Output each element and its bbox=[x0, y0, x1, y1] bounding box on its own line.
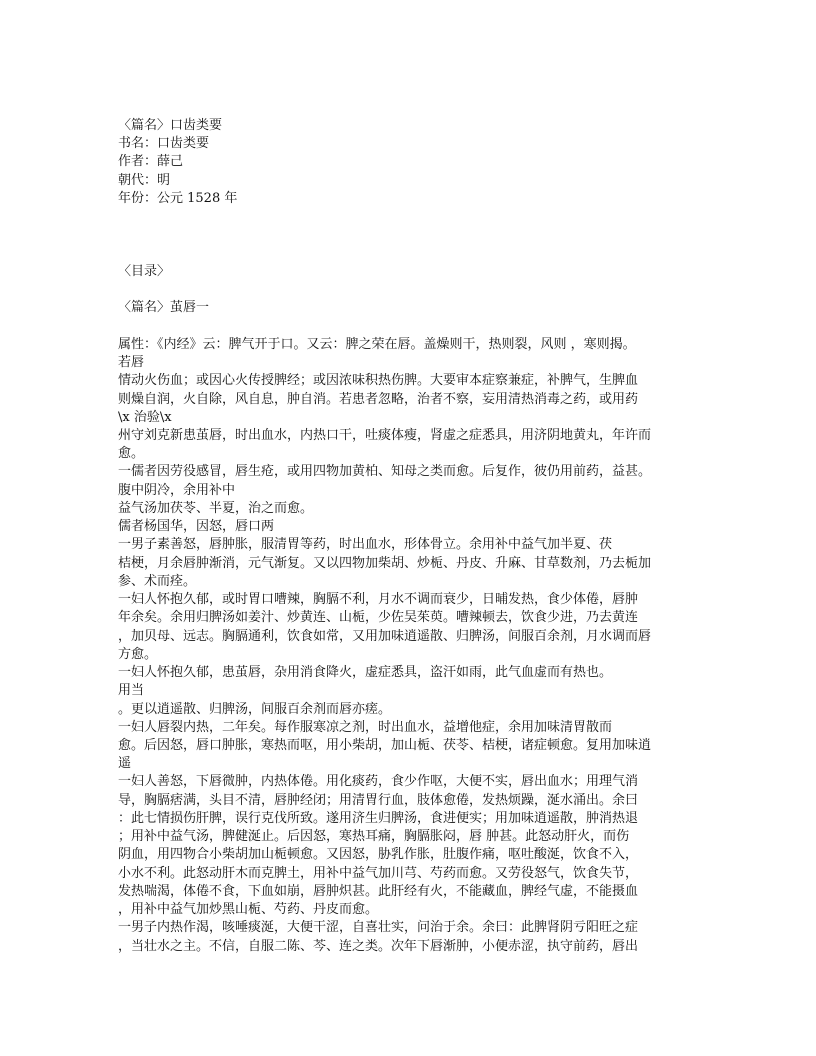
text-line: 〈篇名〉茧唇一 bbox=[118, 300, 210, 316]
text-line: 属性：《内经》云：脾气开于口。又云：脾之荣在唇。盖燥则干，热则裂，风则 ，寒则揭。 bbox=[118, 336, 636, 352]
text-line: 阴血，用四物合小柴胡加山栀顿愈。又因怒，胁乳作胀，肚腹作痛，呕吐酸涎，饮食不入， bbox=[118, 847, 639, 863]
text-line: ，用补中益气加炒黑山栀、芍药、丹皮而愈。 bbox=[118, 902, 379, 918]
text-line: 〈篇名〉口齿类要 bbox=[118, 118, 223, 133]
text-line: 小水不利。此怒动肝木而克脾土，用补中益气加川芎、芍药而愈。又劳役怒气，饮食失节， bbox=[118, 865, 639, 881]
blank-line bbox=[118, 318, 698, 336]
text-line: 愈。 bbox=[118, 446, 145, 462]
text-line: 遥 bbox=[118, 756, 132, 772]
text-line: ；用补中益气汤，脾健涎止。后因怒，寒热耳痛，胸膈胀闷，唇 肿甚。此怒动肝火，而伤 bbox=[118, 829, 630, 845]
blank-line bbox=[118, 245, 698, 263]
text-line: 朝代：明 bbox=[118, 172, 171, 188]
text-line: 一儒者因劳役感冒，唇生疮，或用四物加黄柏、知母之类而愈。后复作，彼仍用前药，益甚。 bbox=[118, 464, 652, 480]
text-line: \x 治验\x bbox=[118, 409, 172, 425]
text-line: 一妇人怀抱久郁，患茧唇，杂用消食降火，虚症悉具，盗汗如雨，此气血虚而有热也。 bbox=[118, 665, 613, 681]
text-line: 作者：薛己 bbox=[118, 154, 184, 170]
blank-line bbox=[118, 226, 698, 244]
text-line: 发热喘渴，体倦不食，下血如崩，唇肿炽甚。此肝经有火，不能藏血，脾经气虚，不能摄血 bbox=[118, 883, 639, 899]
text-line: 参、术而痊。 bbox=[118, 573, 197, 589]
text-line: 一妇人善怒，下唇微肿，内热体倦。用化痰药，食少作呕，大便不实，唇出血水；用理气消 bbox=[118, 774, 639, 790]
blank-line bbox=[118, 208, 698, 226]
text-line: ，加贝母、远志。胸膈通利，饮食如常，又用加味逍遥散、归脾汤，间服百余剂，月水调而唇 bbox=[118, 628, 652, 644]
text-line: 年余矣。余用归脾汤如姜汁、炒黄连、山栀，少佐吴茱萸。嘈辣顿去，饮食少进，乃去黄连 bbox=[118, 610, 639, 626]
text-line: 。更以逍遥散、归脾汤，间服百余剂而唇亦瘥。 bbox=[118, 701, 392, 717]
text-line: 桔梗，月余唇肿渐消，元气渐复。又以四物加柴胡、炒栀、丹皮、升麻、甘草数剂，乃去栀加 bbox=[118, 555, 652, 571]
text-line: 儒者杨国华，因怒，唇口两 bbox=[118, 519, 275, 535]
text-line: 一妇人怀抱久郁，或时胃口嘈辣，胸膈不利，月水不调而衰少，日晡发热，食少体倦，唇肿 bbox=[118, 592, 639, 608]
text-line: 则燥自润，火自除，风自息，肿自消。若患者忽略，治者不察，妄用清热消毒之药，或用药 bbox=[118, 391, 639, 407]
blank-line bbox=[118, 281, 698, 299]
text-line: 方愈。 bbox=[118, 646, 158, 662]
text-line: 年份：公元 1528 年 bbox=[118, 190, 238, 206]
text-line: 州守刘克新患茧唇，时出血水，内热口干，吐痰体瘦，肾虚之症悉具，用济阴地黄丸，年许而 bbox=[118, 427, 652, 443]
document-body bbox=[118, 117, 698, 956]
text-line: ，当壮水之主。不信，自服二陈、芩、连之类。次年下唇渐肿，小便赤涩，执守前药，唇出 bbox=[118, 938, 639, 954]
text-line: 〈目录〉 bbox=[118, 263, 171, 279]
text-line: 用当 bbox=[118, 683, 145, 699]
text-line: 愈。后因怒，唇口肿胀，寒热而呕，用小柴胡，加山栀、茯苓、桔梗，诸症顿愈。复用加味逍 bbox=[118, 737, 652, 753]
text-line: 情动火伤血；或因心火传授脾经；或因浓味积热伤脾。大要审本症察兼症，补脾气，生脾血 bbox=[118, 373, 639, 389]
text-line: 一男子内热作渴，咳唾痰涎，大便干涩，自喜壮实，问治于余。余曰：此脾肾阴亏阳旺之症 bbox=[118, 920, 639, 936]
text-line: 书名：口齿类要 bbox=[118, 136, 210, 152]
text-line: 若唇 bbox=[118, 355, 145, 371]
text-line: 腹中阴冷，余用补中 bbox=[118, 482, 236, 498]
text-line: 益气汤加茯苓、半夏，治之而愈。 bbox=[118, 500, 314, 516]
text-line: ：此七情损伤肝脾，误行克伐所致。遂用济生归脾汤，食进便实；用加味逍遥散，肿消热退 bbox=[118, 810, 639, 826]
text-line: 一妇人唇裂内热，二年矣。每作服寒凉之剂，时出血水，益增他症，余用加味清胃散而 bbox=[118, 719, 613, 735]
text-line: 一男子素善怒，唇肿胀，服清胃等药，时出血水，形体骨立。余用补中益气加半夏、茯 bbox=[118, 537, 613, 553]
text-line: 导，胸膈痞满，头目不清，唇肿经闭；用清胃行血，肢体愈倦，发热烦躁，涎水涌出。余曰 bbox=[118, 792, 639, 808]
